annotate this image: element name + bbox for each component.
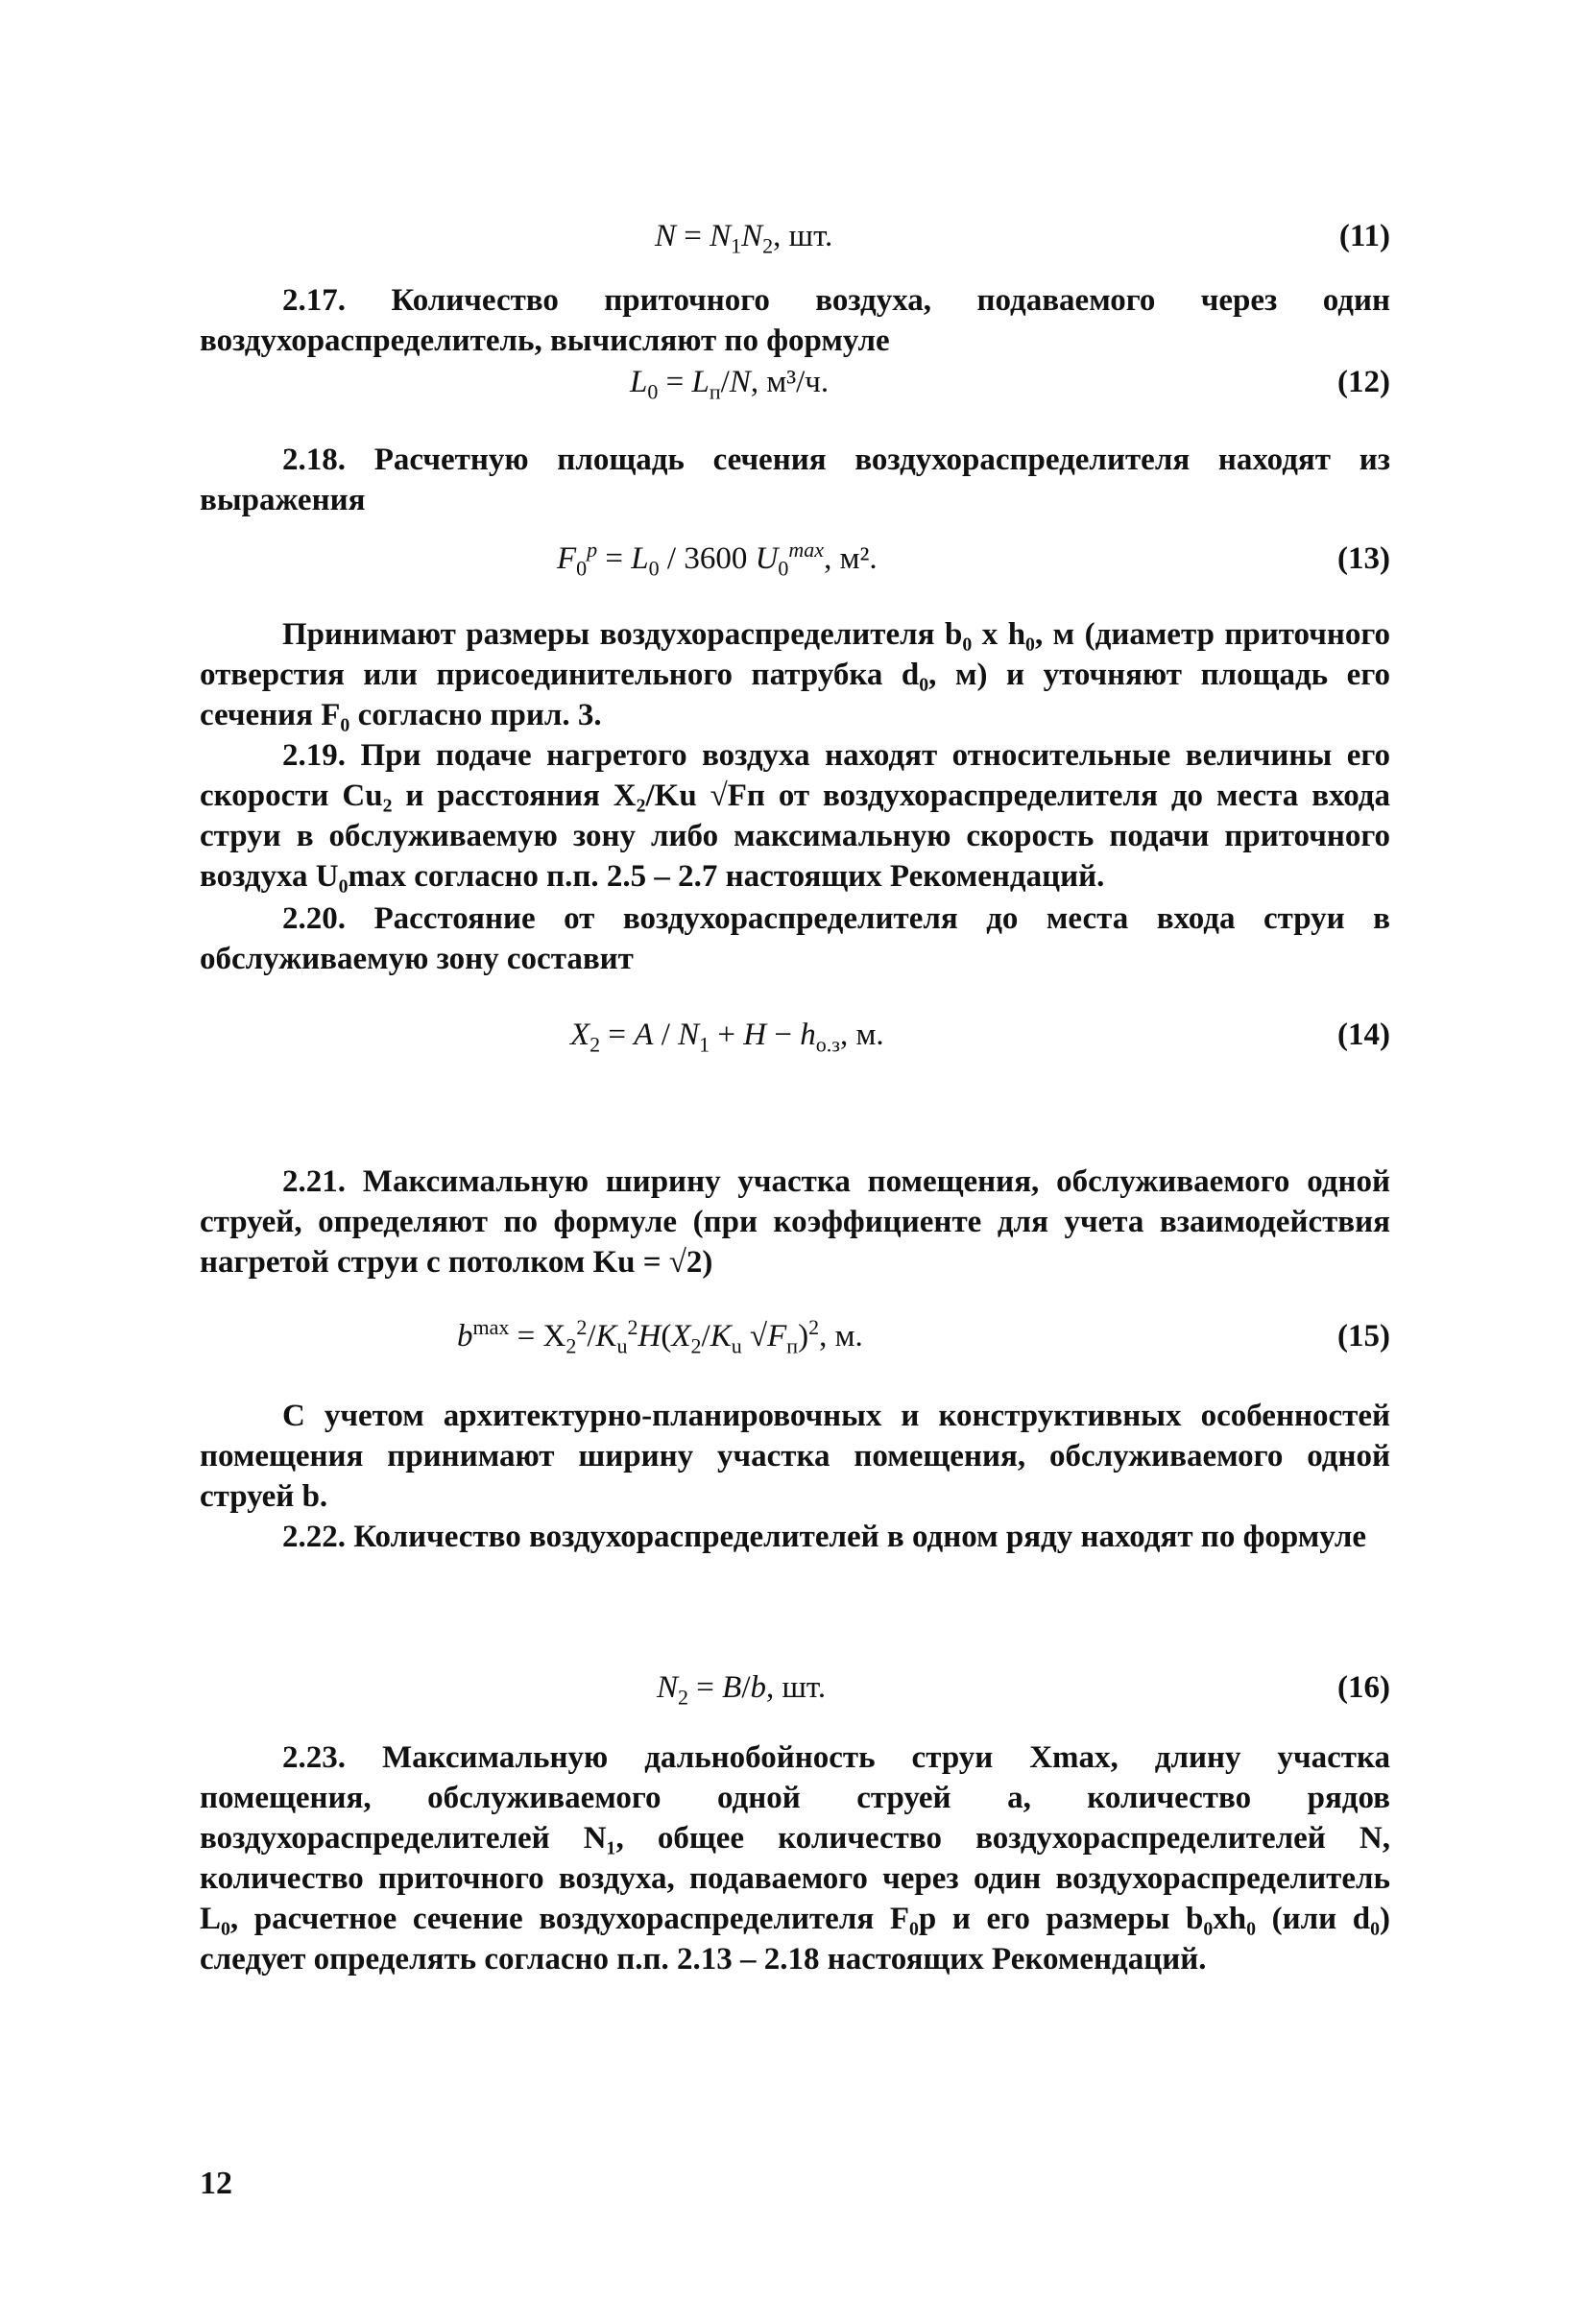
paragraph-architectural: С учетом архитектурно-планировочных и конструктивных особенностей помещения принимают ширину участка помещения, обслуживаемого одной струей b. xyxy=(200,1399,1390,1514)
formula-11-expression: $N = N_1N_2$, шт. xyxy=(655,219,833,258)
formula-11 xyxy=(200,219,1390,267)
formula-16-number: (16) xyxy=(1337,1670,1390,1705)
formula-16 xyxy=(200,1670,1390,1718)
formula-12-number: (12) xyxy=(1337,365,1390,399)
formula-13 xyxy=(200,538,1390,589)
formula-15 xyxy=(200,1315,1390,1367)
paragraph-accept-sizes: Принимают размеры воздухораспределителя b₀ x h₀, м (диаметр приточного отверстия или присоединительного патрубка d₀, м) и уточняют площадь его сечения F₀ согласно прил. 3. xyxy=(200,617,1390,732)
paragraph-2-20: 2.20. Расстояние от воздухораспределителя до места входа струи в обслуживаемую зону составит xyxy=(200,901,1390,976)
paragraph-2-19: 2.19. При подаче нагретого воздуха находят относительные величины его скорости Cu₂ и расстояния X₂/Ku √Fп от воздухораспределителя до места входа струи в обслуживаемую зону либо максимальную скорость подачи приточного воздуха U₀max согласно п.п. 2.5 – 2.7 настоящих Рекомендаций. xyxy=(200,738,1390,894)
paragraph-2-17: 2.17. Количество приточного воздуха, подаваемого через один воздухораспределитель, вычисляют по формуле xyxy=(200,283,1390,358)
formula-14 xyxy=(200,1018,1390,1066)
formula-16-expression: $N_2 = B/b$, шт. xyxy=(657,1670,827,1710)
paragraph-2-18: 2.18. Расчетную площадь сечения воздухораспределителя находят из выражения xyxy=(200,443,1390,517)
formula-14-expression: $X_2 = A / N_1 + H - h_{о.з}$, м. xyxy=(570,1018,884,1057)
formula-12-expression: $L_0 = L_п/N$, м³/ч. xyxy=(630,365,830,404)
formula-11-number: (11) xyxy=(1338,219,1390,253)
page-number: 12 xyxy=(200,2166,232,2201)
formula-15-number: (15) xyxy=(1337,1319,1390,1354)
paragraph-2-23: 2.23. Максимальную дальнобойность струи Xmax, длину участка помещения, обслуживаемого одной струей a, количество рядов воздухораспределителей N₁, общее количество воздухораспределителей N, количество приточного воздуха, подаваемого через один воздухораспределитель L₀, расчетное сечение воздухораспределителя F₀р и его размеры b₀xh₀ (или d₀) следует определять согласно п.п. 2.13 – 2.18 настоящих Рекомендаций. xyxy=(200,1740,1390,1977)
formula-12 xyxy=(200,365,1390,413)
formula-14-number: (14) xyxy=(1337,1018,1390,1052)
formula-13-number: (13) xyxy=(1337,541,1390,576)
formula-13-expression: $F_0^p = L_0 / 3600$ $U_0^{max}$, м². xyxy=(557,538,878,581)
paragraph-2-22: 2.22. Количество воздухораспределителей в одном ряду находят по формуле xyxy=(282,1520,1367,1554)
paragraph-2-21: 2.21. Максимальную ширину участка помещения, обслуживаемого одной струей, определяют по формуле (при коэффициенте для учета взаимодействия нагретой струи с потолком Ku = √2) xyxy=(200,1164,1390,1280)
formula-15-expression: $b^{max} = X_2^2/K_u^2H(X_2/K_u$ $√F_п)^2$, м. xyxy=(457,1315,863,1358)
